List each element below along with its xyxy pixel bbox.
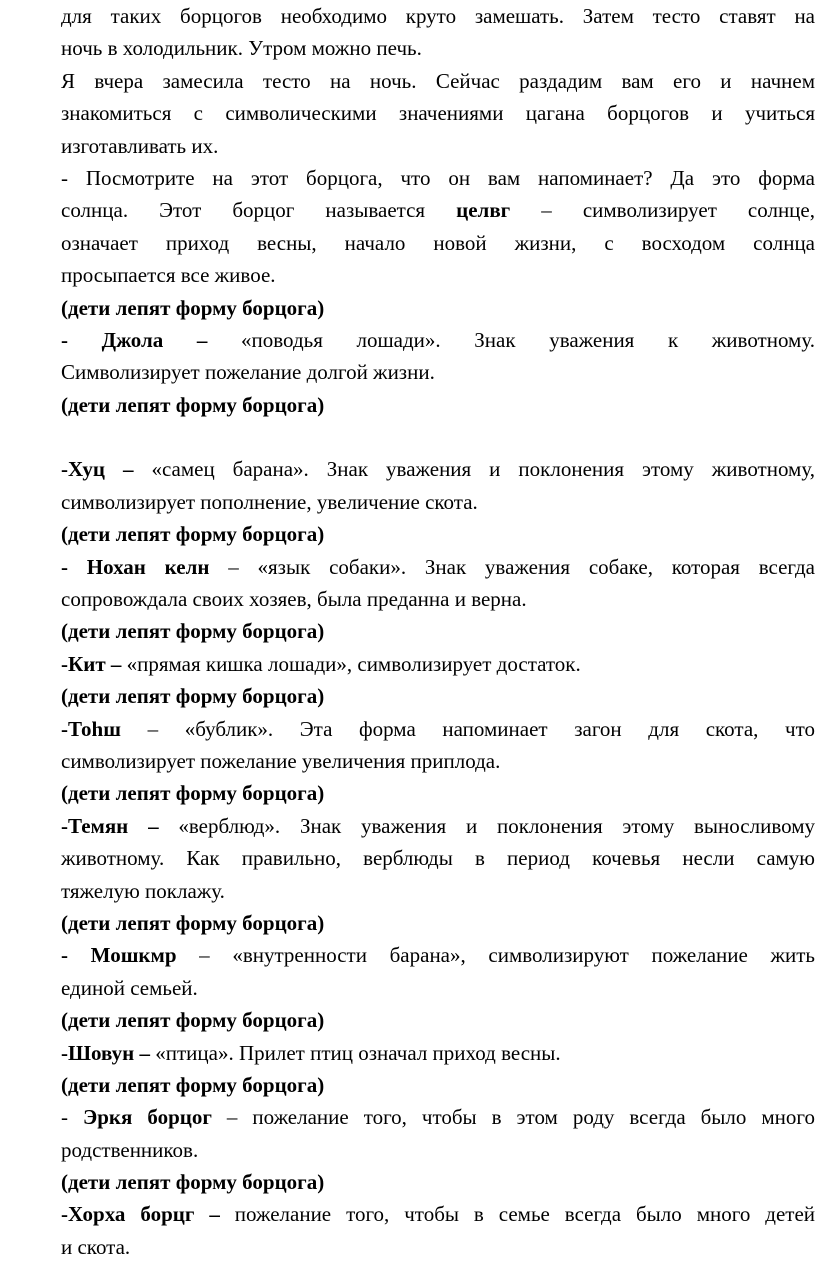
instruction-line (61, 518, 815, 550)
line-text: «прямая кишка лошади», символизирует достаток. (121, 651, 581, 676)
term-name: - Нохан келн (61, 554, 210, 579)
term-name: -Кит – (61, 651, 122, 676)
term-name: -Тоhш (61, 716, 121, 741)
line-text: «поводья лошади». Знак уважения к животному. (207, 327, 815, 352)
paragraph-line (61, 648, 815, 680)
instruction-line (61, 389, 815, 421)
line-text: пожелание того, чтобы в семье всегда было много детей (219, 1202, 815, 1227)
line-text: – «внутренности барана», символизируют пожелание жить (176, 943, 815, 968)
term-name: -Шовун – (61, 1040, 151, 1065)
instruction-text: (дети лепят форму борцога) (61, 295, 325, 320)
instruction-text: (дети лепят форму борцога) (61, 522, 325, 547)
line-text: «верблюд». Знак уважения и поклонения этому выносливому (158, 813, 815, 838)
term-name: - Джола – (61, 327, 208, 352)
paragraph-line: символизирует пожелание увеличения приплода. (61, 748, 501, 773)
term-name: -Хорха борцг – (61, 1202, 220, 1227)
line-text: - (61, 1105, 83, 1130)
paragraph-line (61, 453, 815, 485)
instruction-line (61, 615, 815, 647)
paragraph-line (61, 1198, 815, 1230)
paragraph-line: Символизирует пожелание долгой жизни. (61, 360, 435, 385)
paragraph-line: ночь в холодильник. Утром можно печь. (61, 36, 422, 61)
paragraph-line (61, 324, 815, 356)
instruction-text: (дети лепят форму борцога) (61, 910, 325, 935)
line-text: – «язык собаки». Знак уважения собаке, которая всегда (209, 554, 816, 579)
term-name: -Темян – (61, 813, 159, 838)
paragraph-line: символизирует пополнение, увеличение скота. (61, 489, 478, 514)
instruction-text: (дети лепят форму борцога) (61, 392, 325, 417)
instruction-line (61, 1069, 815, 1101)
instruction-text: (дети лепят форму борцога) (61, 781, 325, 806)
line-text: – пожелание того, чтобы в этом роду всегда было много (211, 1105, 815, 1130)
term-name: -Хуц – (61, 457, 134, 482)
blank-line (61, 421, 815, 453)
paragraph-line: означает приход весны, начало новой жизни, с восходом солнца (61, 230, 815, 255)
paragraph-line (61, 810, 815, 842)
instruction-text: (дети лепят форму борцога) (61, 1008, 325, 1033)
paragraph-line: животному. Как правильно, верблюды в период кочевья несли самую (61, 846, 815, 871)
paragraph-line (61, 1037, 815, 1069)
paragraph-line: родственников. (61, 1137, 199, 1162)
paragraph-line: просыпается все живое. (61, 263, 276, 288)
paragraph-line: единой семьей. (61, 975, 198, 1000)
paragraph-line (61, 194, 815, 226)
instruction-text: (дети лепят форму борцога) (61, 619, 325, 644)
paragraph-line: Я вчера замесила тесто на ночь. Сейчас раздадим вам его и начнем (61, 68, 815, 93)
instruction-line (61, 680, 815, 712)
paragraph-line: - Посмотрите на этот борцога, что он вам напоминает? Да это форма (61, 165, 815, 190)
paragraph-line: изготавливать их. (61, 133, 219, 158)
document-page (61, 0, 815, 1263)
term-name: - Мошкмр (61, 943, 177, 968)
line-text: – «бублик». Эта форма напоминает загон для скота, что (120, 716, 815, 741)
paragraph-line: знакомиться с символическими значениями цагана борцогов и учиться (61, 101, 815, 126)
instruction-text: (дети лепят форму борцога) (61, 1170, 325, 1195)
paragraph-line (61, 551, 815, 583)
instruction-line (61, 1166, 815, 1198)
instruction-line (61, 292, 815, 324)
paragraph-line (61, 713, 815, 745)
term-name: целвг (456, 198, 511, 223)
instruction-line (61, 777, 815, 809)
paragraph-line (61, 939, 815, 971)
instruction-text: (дети лепят форму борцога) (61, 684, 325, 709)
instruction-text: (дети лепят форму борцога) (61, 1072, 325, 1097)
line-text: «самец барана». Знак уважения и поклонения этому животному, (133, 457, 815, 482)
line-text: – символизирует солнце, (510, 198, 815, 223)
paragraph-line (61, 1101, 815, 1133)
paragraph-line: сопровождала своих хозяев, была преданна и верна. (61, 587, 527, 612)
instruction-line (61, 1004, 815, 1036)
line-text: солнца. Этот борцог называется (61, 198, 457, 223)
term-name: Эркя борцог (82, 1105, 212, 1130)
paragraph-line: для таких борцогов необходимо круто замешать. Затем тесто ставят на (61, 4, 815, 28)
instruction-line (61, 907, 815, 939)
line-text: «птица». Прилет птиц означал приход весны. (150, 1040, 561, 1065)
paragraph-line: и скота. (61, 1234, 131, 1259)
paragraph-line: тяжелую поклажу. (61, 878, 225, 903)
